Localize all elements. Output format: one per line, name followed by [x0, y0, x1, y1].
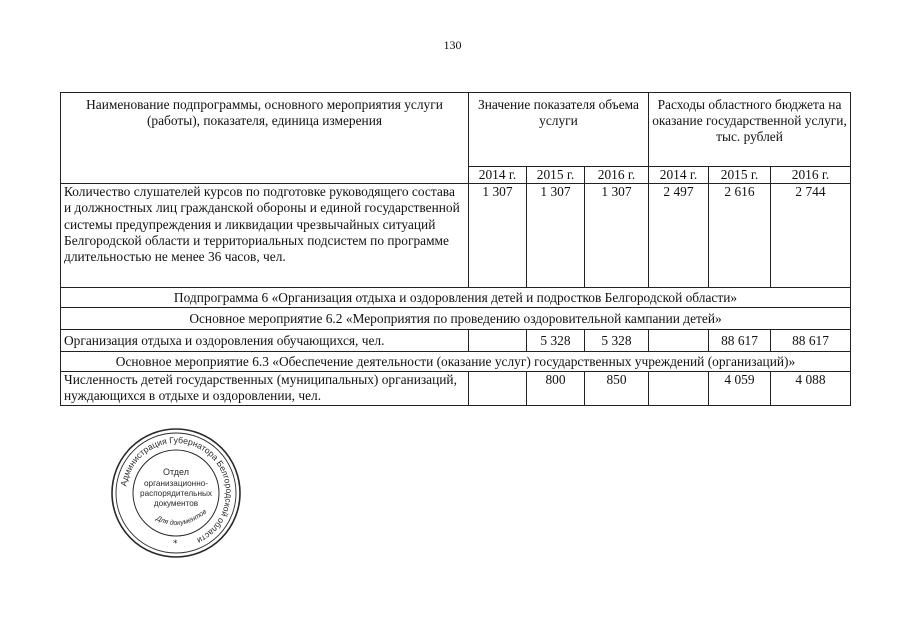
row-name: Количество слушателей курсов по подготовке руководящего состава и должностных лиц гражданской обороны и единой государственной системы предупреждения и ликвидации чрезвычайных ситуаций Белгородской области и территориальных подсистем по программе длительностью не менее 36 часов, чел. [61, 184, 469, 288]
cell-value: 5 328 [527, 330, 585, 352]
section-row [61, 352, 851, 372]
cell-value [469, 330, 527, 352]
stamp-center-line: Отдел [162, 467, 190, 477]
header-year: 2014 г. [649, 167, 709, 184]
cell-value: 850 [585, 372, 649, 406]
stamp-bottom-text: Для документов [155, 508, 209, 528]
header-expense-group: Расходы областного бюджета на оказание государственной услуги, тыс. рублей [649, 93, 851, 167]
cell-value: 4 059 [709, 372, 771, 406]
section-title: Основное мероприятие 6.2 «Мероприятия по проведению оздоровительной кампании детей» [61, 308, 851, 330]
header-year: 2015 г. [709, 167, 771, 184]
header-year: 2016 г. [585, 167, 649, 184]
section-row [61, 288, 851, 308]
row-name: Численность детей государственных (муниципальных) организаций, нуждающихся в отдыхе и оздоровлении, чел. [61, 372, 469, 406]
cell-value: 800 [527, 372, 585, 406]
cell-value: 2 497 [649, 184, 709, 288]
section-row [61, 308, 851, 330]
cell-value: 88 617 [771, 330, 851, 352]
cell-value [649, 330, 709, 352]
stamp-center-line: организационно- [143, 479, 209, 488]
page-number: 130 [443, 38, 462, 52]
cell-value [649, 372, 709, 406]
cell-value: 1 307 [585, 184, 649, 288]
cell-value: 2 616 [709, 184, 771, 288]
cell-value: 88 617 [709, 330, 771, 352]
stamp-center-line: документов [153, 499, 199, 508]
table-row [61, 184, 851, 288]
stamp-star-icon: * [173, 539, 178, 549]
section-title: Основное мероприятие 6.3 «Обеспечение деятельности (оказание услуг) государственных учреждений (организаций)» [61, 352, 851, 372]
header-name: Наименование подпрограммы, основного мероприятия услуги (работы), показателя, единица измерения [61, 93, 469, 184]
indicator-table [60, 92, 851, 406]
official-stamp [108, 425, 244, 561]
cell-value: 4 088 [771, 372, 851, 406]
cell-value: 2 744 [771, 184, 851, 288]
cell-value: 5 328 [585, 330, 649, 352]
header-volume-group: Значение показателя объема услуги [469, 93, 649, 167]
stamp-ring-text: Администрация Губернатора Белгородской области [118, 434, 235, 546]
header-year: 2014 г. [469, 167, 527, 184]
section-title: Подпрограмма 6 «Организация отдыха и оздоровления детей и подростков Белгородской области» [61, 288, 851, 308]
header-year: 2016 г. [771, 167, 851, 184]
stamp-center-line: распорядительных [140, 489, 212, 498]
header-year: 2015 г. [527, 167, 585, 184]
cell-value [469, 372, 527, 406]
cell-value: 1 307 [527, 184, 585, 288]
table-row [61, 330, 851, 352]
cell-value: 1 307 [469, 184, 527, 288]
row-name: Организация отдыха и оздоровления обучающихся, чел. [61, 330, 469, 352]
table-row [61, 372, 851, 406]
